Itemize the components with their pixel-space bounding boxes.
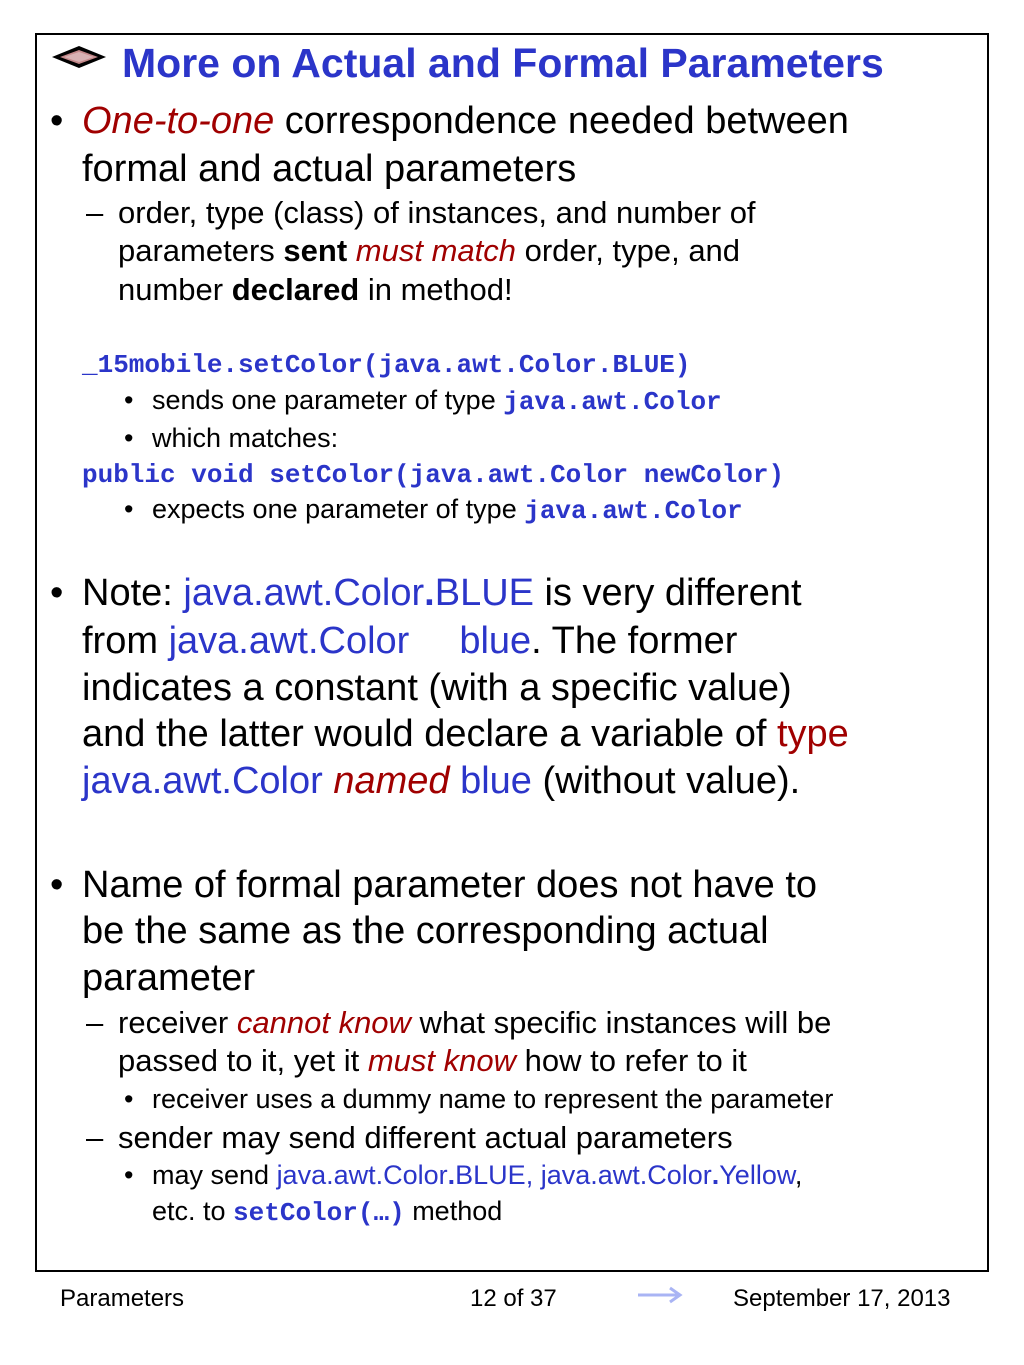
arrow-right-icon[interactable] [636,1285,684,1305]
sub-1-line-1: order, type (class) of instances, and number of [118,195,756,230]
may-send-line-1: may send java.awt.Color.BLUE, java.awt.Color.Yellow, [152,1160,803,1190]
bullet-3-line-1: Name of formal parameter does not have to [82,864,818,906]
dummy-name-note: receiver uses a dummy name to represent the parameter [152,1084,834,1114]
bullet-3-line-2: be the same as the corresponding actual [82,910,769,952]
sends-one-parameter: sends one parameter of type java.awt.Color [152,385,722,417]
bullet-3-line-3: parameter [82,957,256,999]
sub-sub-dot-3: • [124,494,134,524]
bullet-2-line-4: and the latter would declare a variable of type [82,713,849,755]
code-signature: public void setColor(java.awt.Color newColor) [82,460,785,490]
sub-1-line-2: parameters sent must match order, type, and [118,233,741,268]
sub-sub-dot-1: • [124,385,134,415]
sub-dash-3: – [86,1120,104,1155]
sub-dash-1: – [86,195,104,230]
code-call: _15mobile.setColor(java.awt.Color.BLUE) [82,350,691,380]
footer-title: Parameters [60,1285,185,1312]
which-matches: which matches: [152,423,339,453]
slide-title: More on Actual and Formal Parameters [122,40,884,86]
bullet-1-line-1: One-to-one correspondence needed between [82,100,849,142]
bullet-3-marker: • [50,864,64,906]
sub-sub-dot-2: • [124,423,134,453]
diamond-icon [50,44,108,70]
bullet-1-marker: • [50,100,64,142]
bullet-2-marker: • [50,572,64,614]
receiver-line-1: receiver cannot know what specific instances will be [118,1005,832,1040]
sub-dash-2: – [86,1005,104,1040]
receiver-line-2: passed to it, yet it must know how to refer to it [118,1043,747,1078]
bullet-2-line-5: java.awt.Color named blue (without value). [82,760,801,802]
bullet-2-line-2: from java.awt.Color blue. The former [82,620,738,662]
bullet-2-line-1: Note: java.awt.Color.BLUE is very different [82,572,802,614]
sub-sub-dot-5: • [124,1160,134,1190]
one-to-one-emph: One-to-one [82,100,275,142]
sender-line: sender may send different actual parameters [118,1120,733,1155]
bullet-1-line-2: formal and actual parameters [82,148,577,190]
sub-sub-dot-4: • [124,1084,134,1114]
may-send-line-2: etc. to setColor(…) method [152,1196,503,1228]
footer-date: September 17, 2013 [733,1285,951,1312]
sub-1-line-3: number declared in method! [118,272,513,307]
expects-one-parameter: expects one parameter of type java.awt.Color [152,494,743,526]
bullet-2-line-3: indicates a constant (with a specific value) [82,667,792,709]
page-number: 12 of 37 [470,1285,557,1312]
